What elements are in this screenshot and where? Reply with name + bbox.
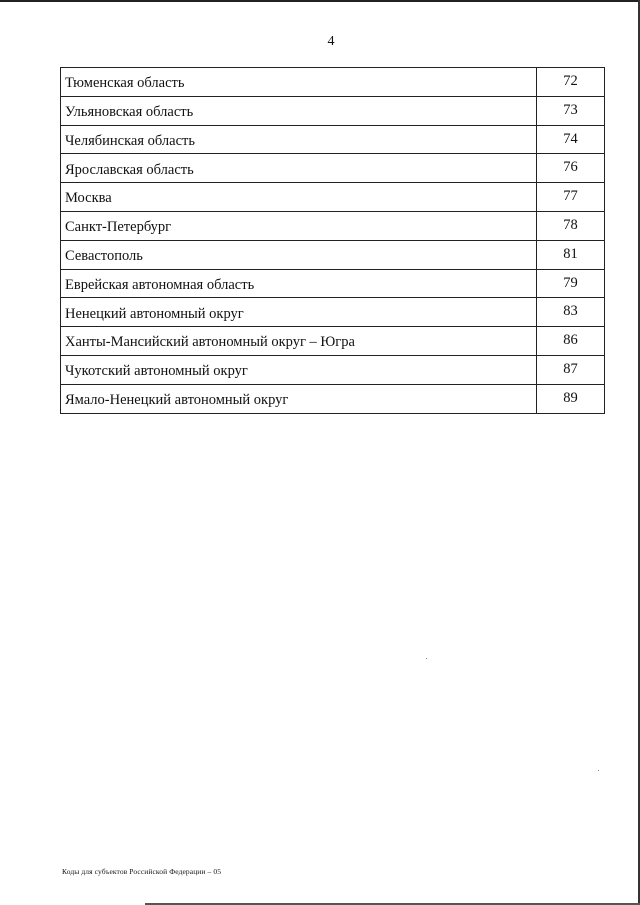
region-name: Ульяновская область xyxy=(61,96,537,125)
region-name: Еврейская автономная область xyxy=(61,269,537,298)
table-row xyxy=(61,125,605,154)
region-name: Москва xyxy=(61,183,537,212)
table-row xyxy=(61,154,605,183)
region-name: Ямало-Ненецкий автономный округ xyxy=(61,384,537,413)
region-name: Ханты-Мансийский автономный округ – Югра xyxy=(61,327,537,356)
region-name: Тюменская область xyxy=(61,68,537,97)
table-row xyxy=(61,240,605,269)
page-footer: Коды для субъектов Российской Федерации – 05 xyxy=(62,867,222,876)
table-row xyxy=(61,355,605,384)
region-code: 76 xyxy=(537,154,605,183)
region-name: Севастополь xyxy=(61,240,537,269)
region-code: 73 xyxy=(537,96,605,125)
region-code: 72 xyxy=(537,68,605,97)
region-code: 78 xyxy=(537,211,605,240)
region-code: 83 xyxy=(537,298,605,327)
table-row xyxy=(61,298,605,327)
page-border-top xyxy=(0,0,640,2)
region-name: Чукотский автономный округ xyxy=(61,355,537,384)
table-row xyxy=(61,211,605,240)
table-row xyxy=(61,96,605,125)
table-row xyxy=(61,327,605,356)
region-codes-table xyxy=(60,67,605,414)
table-row xyxy=(61,68,605,97)
region-name: Ненецкий автономный округ xyxy=(61,298,537,327)
table-row xyxy=(61,269,605,298)
region-code: 81 xyxy=(537,240,605,269)
page-number: 4 xyxy=(327,34,335,49)
scan-speck xyxy=(426,658,427,659)
region-name: Ярославская область xyxy=(61,154,537,183)
table-row xyxy=(61,183,605,212)
scan-speck xyxy=(598,770,599,771)
region-name: Челябинская область xyxy=(61,125,537,154)
region-code: 77 xyxy=(537,183,605,212)
region-name: Санкт-Петербург xyxy=(61,211,537,240)
region-code: 74 xyxy=(537,125,605,154)
table-row xyxy=(61,384,605,413)
region-code: 89 xyxy=(537,384,605,413)
region-code: 86 xyxy=(537,327,605,356)
region-code: 87 xyxy=(537,355,605,384)
region-code: 79 xyxy=(537,269,605,298)
